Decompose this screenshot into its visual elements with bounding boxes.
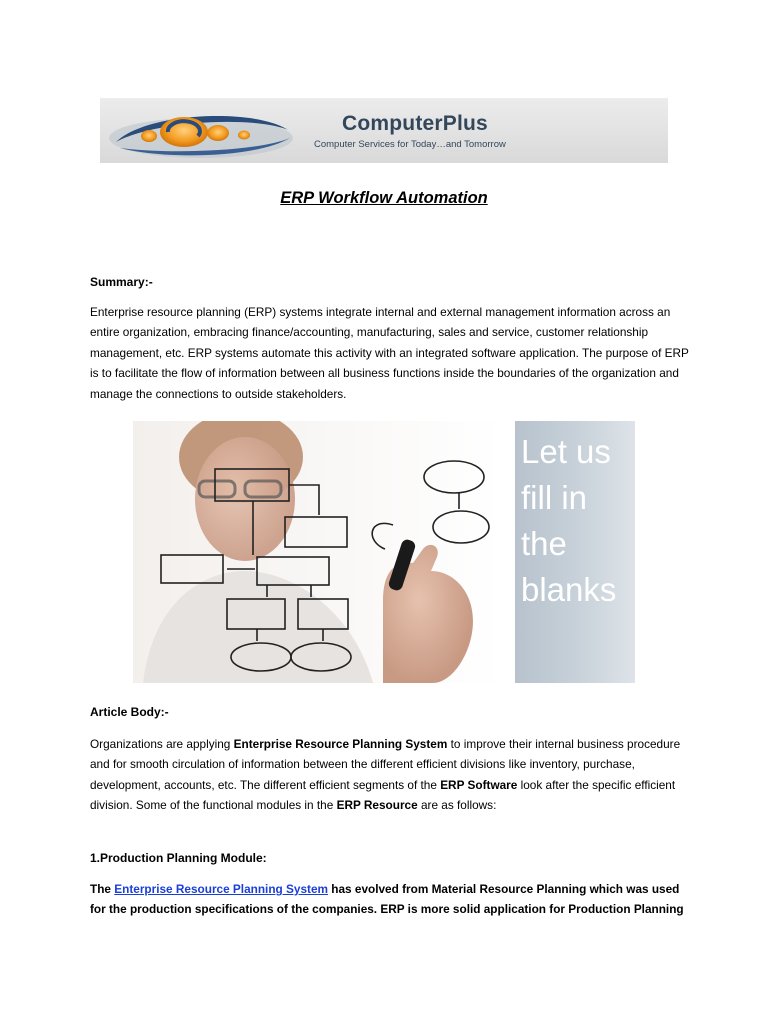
article-paragraph <box>90 734 690 816</box>
article-text: Organizations are applying <box>90 737 234 751</box>
brand-name: ComputerPlus <box>342 112 488 135</box>
summary-paragraph: Enterprise resource planning (ERP) systems integrate internal and external management information across an entire organization, embracing finance/accounting, manufacturing, sales and service, customer relationship management, etc. ERP systems automate this activity with an integrated software application. The purpose of ERP is to facilitate the flow of information between all business functions inside the boundaries of the organization and manage the connections to outside stakeholders. <box>90 305 689 401</box>
article-text: to improve their internal business procedure and for smooth circulation of information between the different efficient divisions like inventory, purchase, development, accounts, etc. The different efficient segments of the <box>90 737 681 792</box>
erp-system-bold: Enterprise Resource Planning System <box>233 737 448 751</box>
erp-software-bold: ERP Software <box>440 777 518 792</box>
summary-heading: Summary:- <box>90 275 153 289</box>
woman-drawing-flowchart-photo-icon <box>133 421 502 683</box>
article-body-heading: Article Body:- <box>90 705 169 719</box>
production-planning-heading: 1.Production Planning Module: <box>90 851 267 865</box>
brand-tagline: Computer Services for Today…and Tomorrow <box>314 139 506 150</box>
document-title: ERP Workflow Automation <box>280 189 488 207</box>
erp-system-link[interactable]: Enterprise Resource Planning System <box>114 882 328 896</box>
module-text: The <box>90 882 115 896</box>
computerplus-swirl-logo-icon <box>106 102 296 160</box>
computerplus-banner <box>100 98 668 163</box>
erp-resource-bold: ERP Resource <box>336 798 418 813</box>
flowchart-photo <box>133 421 502 683</box>
article-text: are as follows: <box>417 798 497 813</box>
article-text: look after the specific efficient division. Some of the functional modules in the <box>90 777 676 813</box>
let-us-fill-in-blanks-panel <box>515 421 635 683</box>
side-panel-text: Let us fill in the blanks <box>521 433 617 608</box>
module-text: has evolved from Material Resource Planning which was used for the production specifications of the companies. ERP is more solid application for Production Planning <box>90 882 684 917</box>
production-planning-paragraph <box>90 879 690 920</box>
